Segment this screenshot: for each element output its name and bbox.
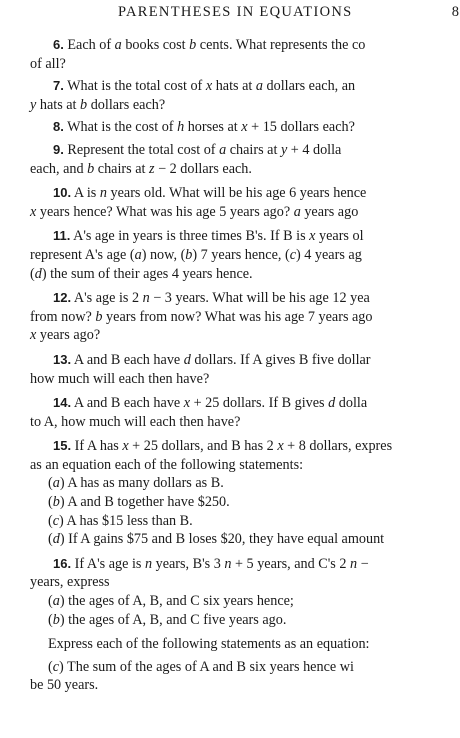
page-body bbox=[30, 36, 460, 695]
exercise-11-line-2: represent A's age (a) now, (b) 7 years hence, (c) 4 years ag bbox=[30, 246, 362, 263]
exercise-15-part-d: (d) If A gains $75 and B loses $20, they have equal amount bbox=[48, 531, 385, 548]
exercise-9-line-1: 9. Represent the total cost of a chairs at y + 4 dolla bbox=[53, 141, 342, 158]
exercise-15-line-2: as an equation each of the following statements: bbox=[30, 456, 304, 473]
exercise-15-line-1: 15. If A has x + 25 dollars, and B has 2 x + 8 dollars, expres bbox=[53, 438, 393, 455]
exercise-14-line-2: to A, how much will each then have? bbox=[30, 413, 241, 430]
exercise-13-line-1: 13. A and B each have d dollars. If A gives B five dollar bbox=[53, 351, 371, 368]
exercise-15-part-b: (b) A and B together have $250. bbox=[48, 494, 230, 511]
exercise-16-part-c-line-1: (c) The sum of the ages of A and B six years hence wi bbox=[48, 658, 354, 675]
exercise-7-line-1: 7. What is the total cost of x hats at a dollars each, an bbox=[53, 78, 356, 95]
exercise-12-line-2: from now? b years from now? What was his age 7 years ago bbox=[30, 308, 373, 325]
page-number: 8 bbox=[451, 4, 459, 20]
exercise-9-line-2: each, and b chairs at z − 2 dollars each. bbox=[30, 160, 252, 177]
exercise-15-part-c: (c) A has $15 less than B. bbox=[48, 512, 193, 529]
exercise-13-line-2: how much will each then have? bbox=[30, 370, 210, 387]
exercise-14-line-1: 14. A and B each have x + 25 dollars. If B gives d dolla bbox=[53, 395, 368, 412]
exercise-16-part-a: (a) the ages of A, B, and C six years hence; bbox=[48, 593, 294, 610]
exercise-16-line-1: 16. If A's age is n years, B's 3 n + 5 years, and C's 2 n − bbox=[53, 555, 369, 572]
exercise-12-line-1: 12. A's age is 2 n − 3 years. What will be his age 12 yea bbox=[53, 290, 370, 307]
exercise-11-line-3: (d) the sum of their ages 4 years hence. bbox=[30, 265, 253, 282]
exercise-10-line-1: 10. A is n years old. What will be his age 6 years hence bbox=[53, 185, 367, 202]
page-title: PARENTHESES IN EQUATIONS bbox=[118, 4, 353, 20]
exercise-11-line-1: 11. A's age in years is three times B's. If B is x years ol bbox=[53, 228, 364, 245]
running-header bbox=[0, 3, 459, 21]
instruction-line: Express each of the following statements as an equation: bbox=[48, 636, 370, 653]
exercise-16-line-2: years, express bbox=[30, 574, 110, 591]
exercise-15-part-a: (a) A has as many dollars as B. bbox=[48, 475, 224, 492]
exercise-7-line-2: y hats at b dollars each? bbox=[30, 96, 166, 113]
exercise-10-line-2: x years hence? What was his age 5 years ago? a years ago bbox=[30, 203, 359, 220]
exercise-12-line-3: x years ago? bbox=[30, 327, 101, 344]
exercise-6-line-1: 6. Each of a books cost b cents. What represents the co bbox=[53, 37, 366, 53]
exercise-8-line-1: 8. What is the cost of h horses at x + 15 dollars each? bbox=[53, 119, 355, 136]
exercise-16-part-b: (b) the ages of A, B, and C five years ago. bbox=[48, 611, 287, 628]
exercise-6-line-2: of all? bbox=[30, 55, 66, 72]
exercise-16-part-c-line-2: be 50 years. bbox=[30, 677, 99, 694]
